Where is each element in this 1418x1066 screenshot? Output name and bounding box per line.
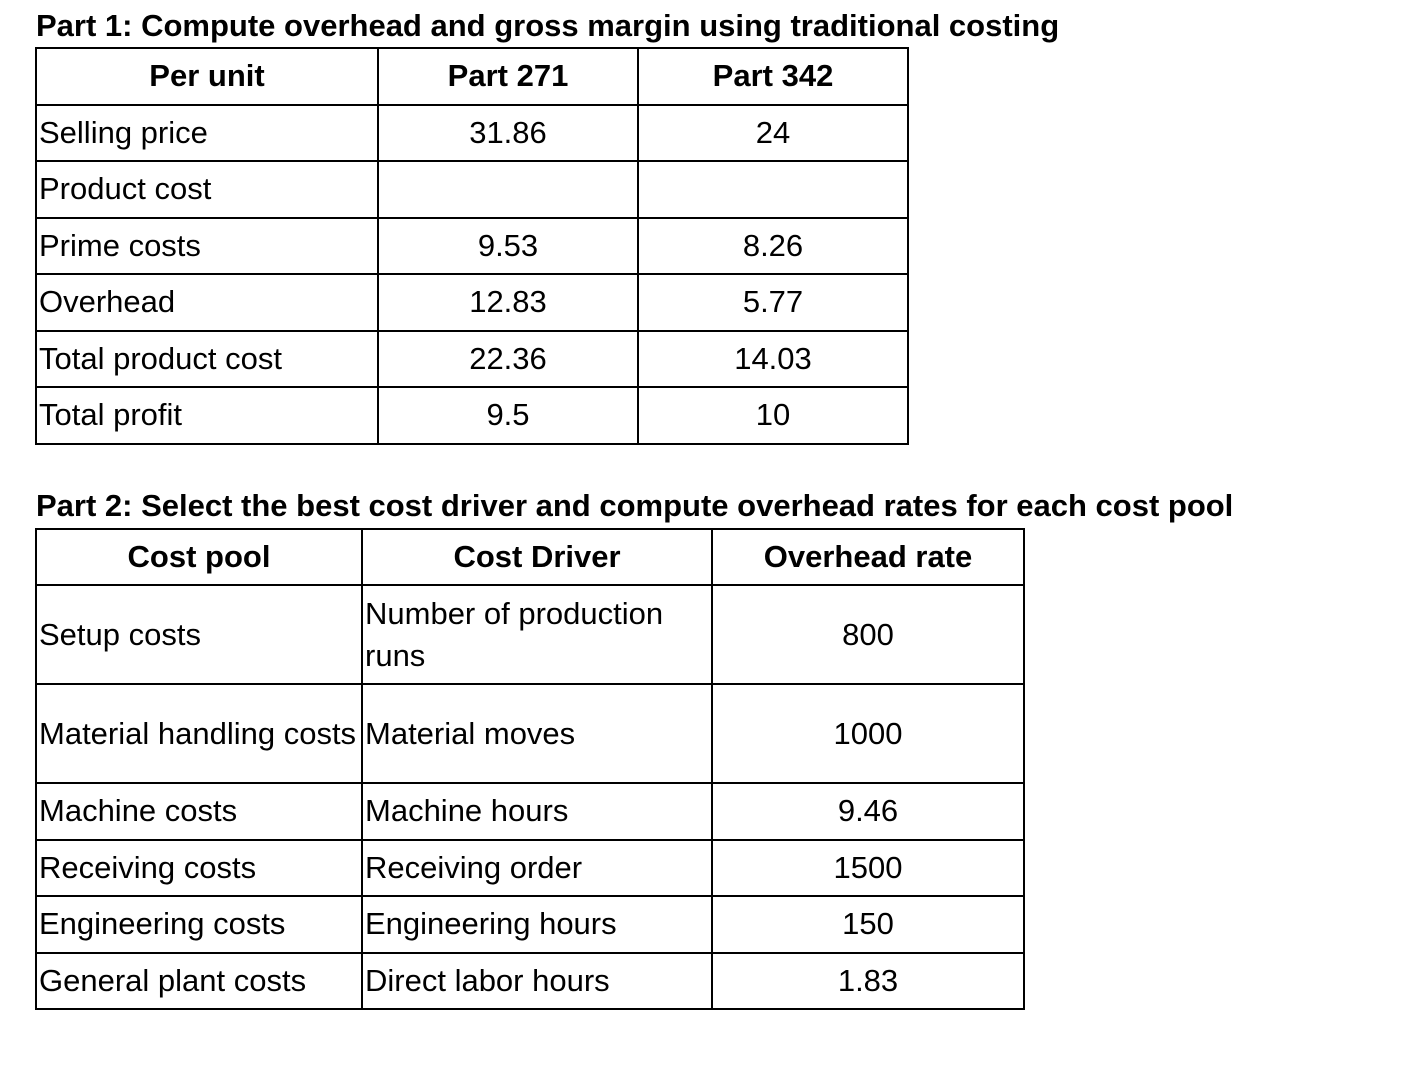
table-row [36,218,908,275]
column-header-cost-driver: Cost Driver [362,529,712,585]
part-271-value: 12.83 [378,274,638,331]
part-271-value: 9.53 [378,218,638,275]
table-row [36,585,1024,684]
overhead-rate-value: 1000 [712,684,1024,783]
column-header-overhead-rate: Overhead rate [712,529,1024,585]
part-342-value: 5.77 [638,274,908,331]
part-342-value: 24 [638,105,908,162]
row-label: Selling price [36,105,378,162]
overhead-rate-value: 150 [712,896,1024,953]
column-header-part-271: Part 271 [378,48,638,105]
cost-driver-name: Receiving order [362,840,712,897]
cost-pool-name: General plant costs [36,953,362,1010]
cost-pool-name: Engineering costs [36,896,362,953]
overhead-rate-value: 800 [712,585,1024,684]
part1-title: Part 1: Compute overhead and gross margin using traditional costing [36,8,1060,43]
table-row [36,840,1024,897]
overhead-rate-value: 1.83 [712,953,1024,1010]
cost-driver-name: Direct labor hours [362,953,712,1010]
table-row [36,331,908,388]
column-header-part-342: Part 342 [638,48,908,105]
table-row [36,274,908,331]
table-row [36,387,908,444]
part-271-value: 22.36 [378,331,638,388]
row-label: Total profit [36,387,378,444]
part-342-value: 8.26 [638,218,908,275]
table-row [36,896,1024,953]
part-342-value: 10 [638,387,908,444]
table-row [36,953,1024,1010]
part-271-value [378,161,638,218]
row-label: Prime costs [36,218,378,275]
cost-pool-name: Material handling costs [36,684,362,783]
part2-title: Part 2: Select the best cost driver and compute overhead rates for each cost pool [36,488,1234,523]
row-label: Product cost [36,161,378,218]
column-header-cost-pool: Cost pool [36,529,362,585]
part-342-value: 14.03 [638,331,908,388]
cost-pool-name: Receiving costs [36,840,362,897]
part-342-value [638,161,908,218]
table-row [36,161,908,218]
row-label: Overhead [36,274,378,331]
cost-pool-name: Setup costs [36,585,362,684]
table-header-row [36,48,908,105]
cost-pool-name: Machine costs [36,783,362,840]
table-row [36,783,1024,840]
overhead-rate-value: 9.46 [712,783,1024,840]
part-271-value: 9.5 [378,387,638,444]
row-label: Total product cost [36,331,378,388]
table-header-row [36,529,1024,585]
part-271-value: 31.86 [378,105,638,162]
table-row [36,684,1024,783]
cost-driver-name: Machine hours [362,783,712,840]
cost-pool-table [35,528,1025,1010]
overhead-rate-value: 1500 [712,840,1024,897]
cost-driver-name: Engineering hours [362,896,712,953]
cost-driver-name: Number of production runs [362,585,712,684]
column-header-per-unit: Per unit [36,48,378,105]
traditional-costing-table [35,47,909,445]
table-row [36,105,908,162]
cost-driver-name: Material moves [362,684,712,783]
